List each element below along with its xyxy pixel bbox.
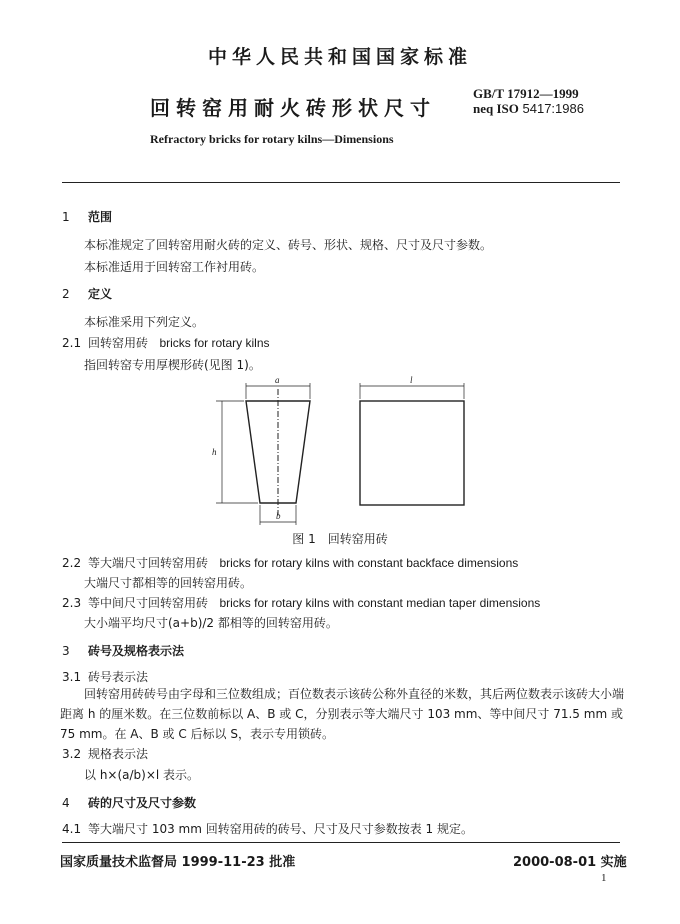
clause-2-3-heading: 2.3 等中间尺寸回转窑用砖 bricks for rotary kilns with constant median taper dimensions	[62, 596, 541, 610]
standard-title-cn: 回转窑用耐火砖形状尺寸	[150, 96, 436, 120]
clause-3-2-paragraph: 以 h×(a/b)×l 表示。	[84, 768, 200, 782]
figure-1-drawing	[210, 375, 470, 530]
iso-number: 5417:1986	[522, 101, 584, 116]
clause-3-1-heading: 3.1 砖号表示法	[62, 670, 149, 684]
section-1-para-2: 本标准适用于回转窑工作衬用砖。	[84, 260, 265, 274]
section-2-para: 本标准采用下列定义。	[84, 315, 205, 329]
clause-2-1-definition: 指回转窑专用厚楔形砖(见图 1)。	[84, 358, 261, 372]
clause-2-2-definition: 大端尺寸都相等的回转窑用砖。	[84, 576, 253, 590]
clause-2-1-heading: 2.1 回转窑用砖 bricks for rotary kilns	[62, 336, 270, 350]
clause-2-2-heading: 2.2 等大端尺寸回转窑用砖 bricks for rotary kilns with constant backface dimensions	[62, 556, 519, 570]
label-l: l	[410, 375, 413, 385]
issuing-organization: 中华人民共和国国家标准	[207, 46, 472, 68]
standard-number: GB/T 17912—1999	[473, 86, 579, 101]
section-4-heading: 4 砖的尺寸及尺寸参数	[62, 796, 197, 810]
clause-4-1: 4.1 等大端尺寸 103 mm 回转窑用砖的砖号、尺寸及尺寸参数按表 1 规定。	[62, 822, 473, 836]
section-1-heading: 1 范围	[62, 210, 113, 224]
footer-divider	[62, 842, 620, 843]
approval-info: 国家质量技术监督局 1999-11-23 批准	[60, 855, 296, 870]
section-3-heading: 3 砖号及规格表示法	[62, 644, 185, 658]
page-number: 1	[601, 872, 607, 884]
standard-code	[473, 86, 584, 116]
label-h: h	[212, 447, 217, 457]
clause-3-1-paragraph: 回转窑用砖砖号由字母和三位数组成；百位数表示该砖公称外直径的米数，其后两位数表示该砖大小端距离 h 的厘米数。在三位数前标以 A、B 或 C，分别表示等大端尺寸 103 mm、等中间尺寸 71.5 mm 或 75 mm。在 A、B 或 C 后标以 S，表示专用锁砖。	[60, 687, 625, 741]
header-divider	[62, 182, 620, 183]
label-b: b	[276, 511, 281, 521]
section-2-heading: 2 定义	[62, 287, 113, 301]
section-1-para-1: 本标准规定了回转窑用耐火砖的定义、砖号、形状、规格、尺寸及尺寸参数。	[84, 238, 493, 252]
implementation-date: 2000-08-01 实施	[513, 855, 627, 870]
clause-2-3-definition: 大小端平均尺寸(a+b)/2 都相等的回转窑用砖。	[84, 616, 338, 630]
equivalence-prefix: neq ISO	[473, 101, 519, 116]
clause-3-2-heading: 3.2 规格表示法	[62, 747, 149, 761]
figure-1-caption: 图 1 回转窑用砖	[292, 532, 388, 546]
standard-title-en: Refractory bricks for rotary kilns—Dimensions	[150, 132, 394, 146]
square-brick-outline	[360, 401, 464, 505]
label-a: a	[275, 375, 280, 385]
